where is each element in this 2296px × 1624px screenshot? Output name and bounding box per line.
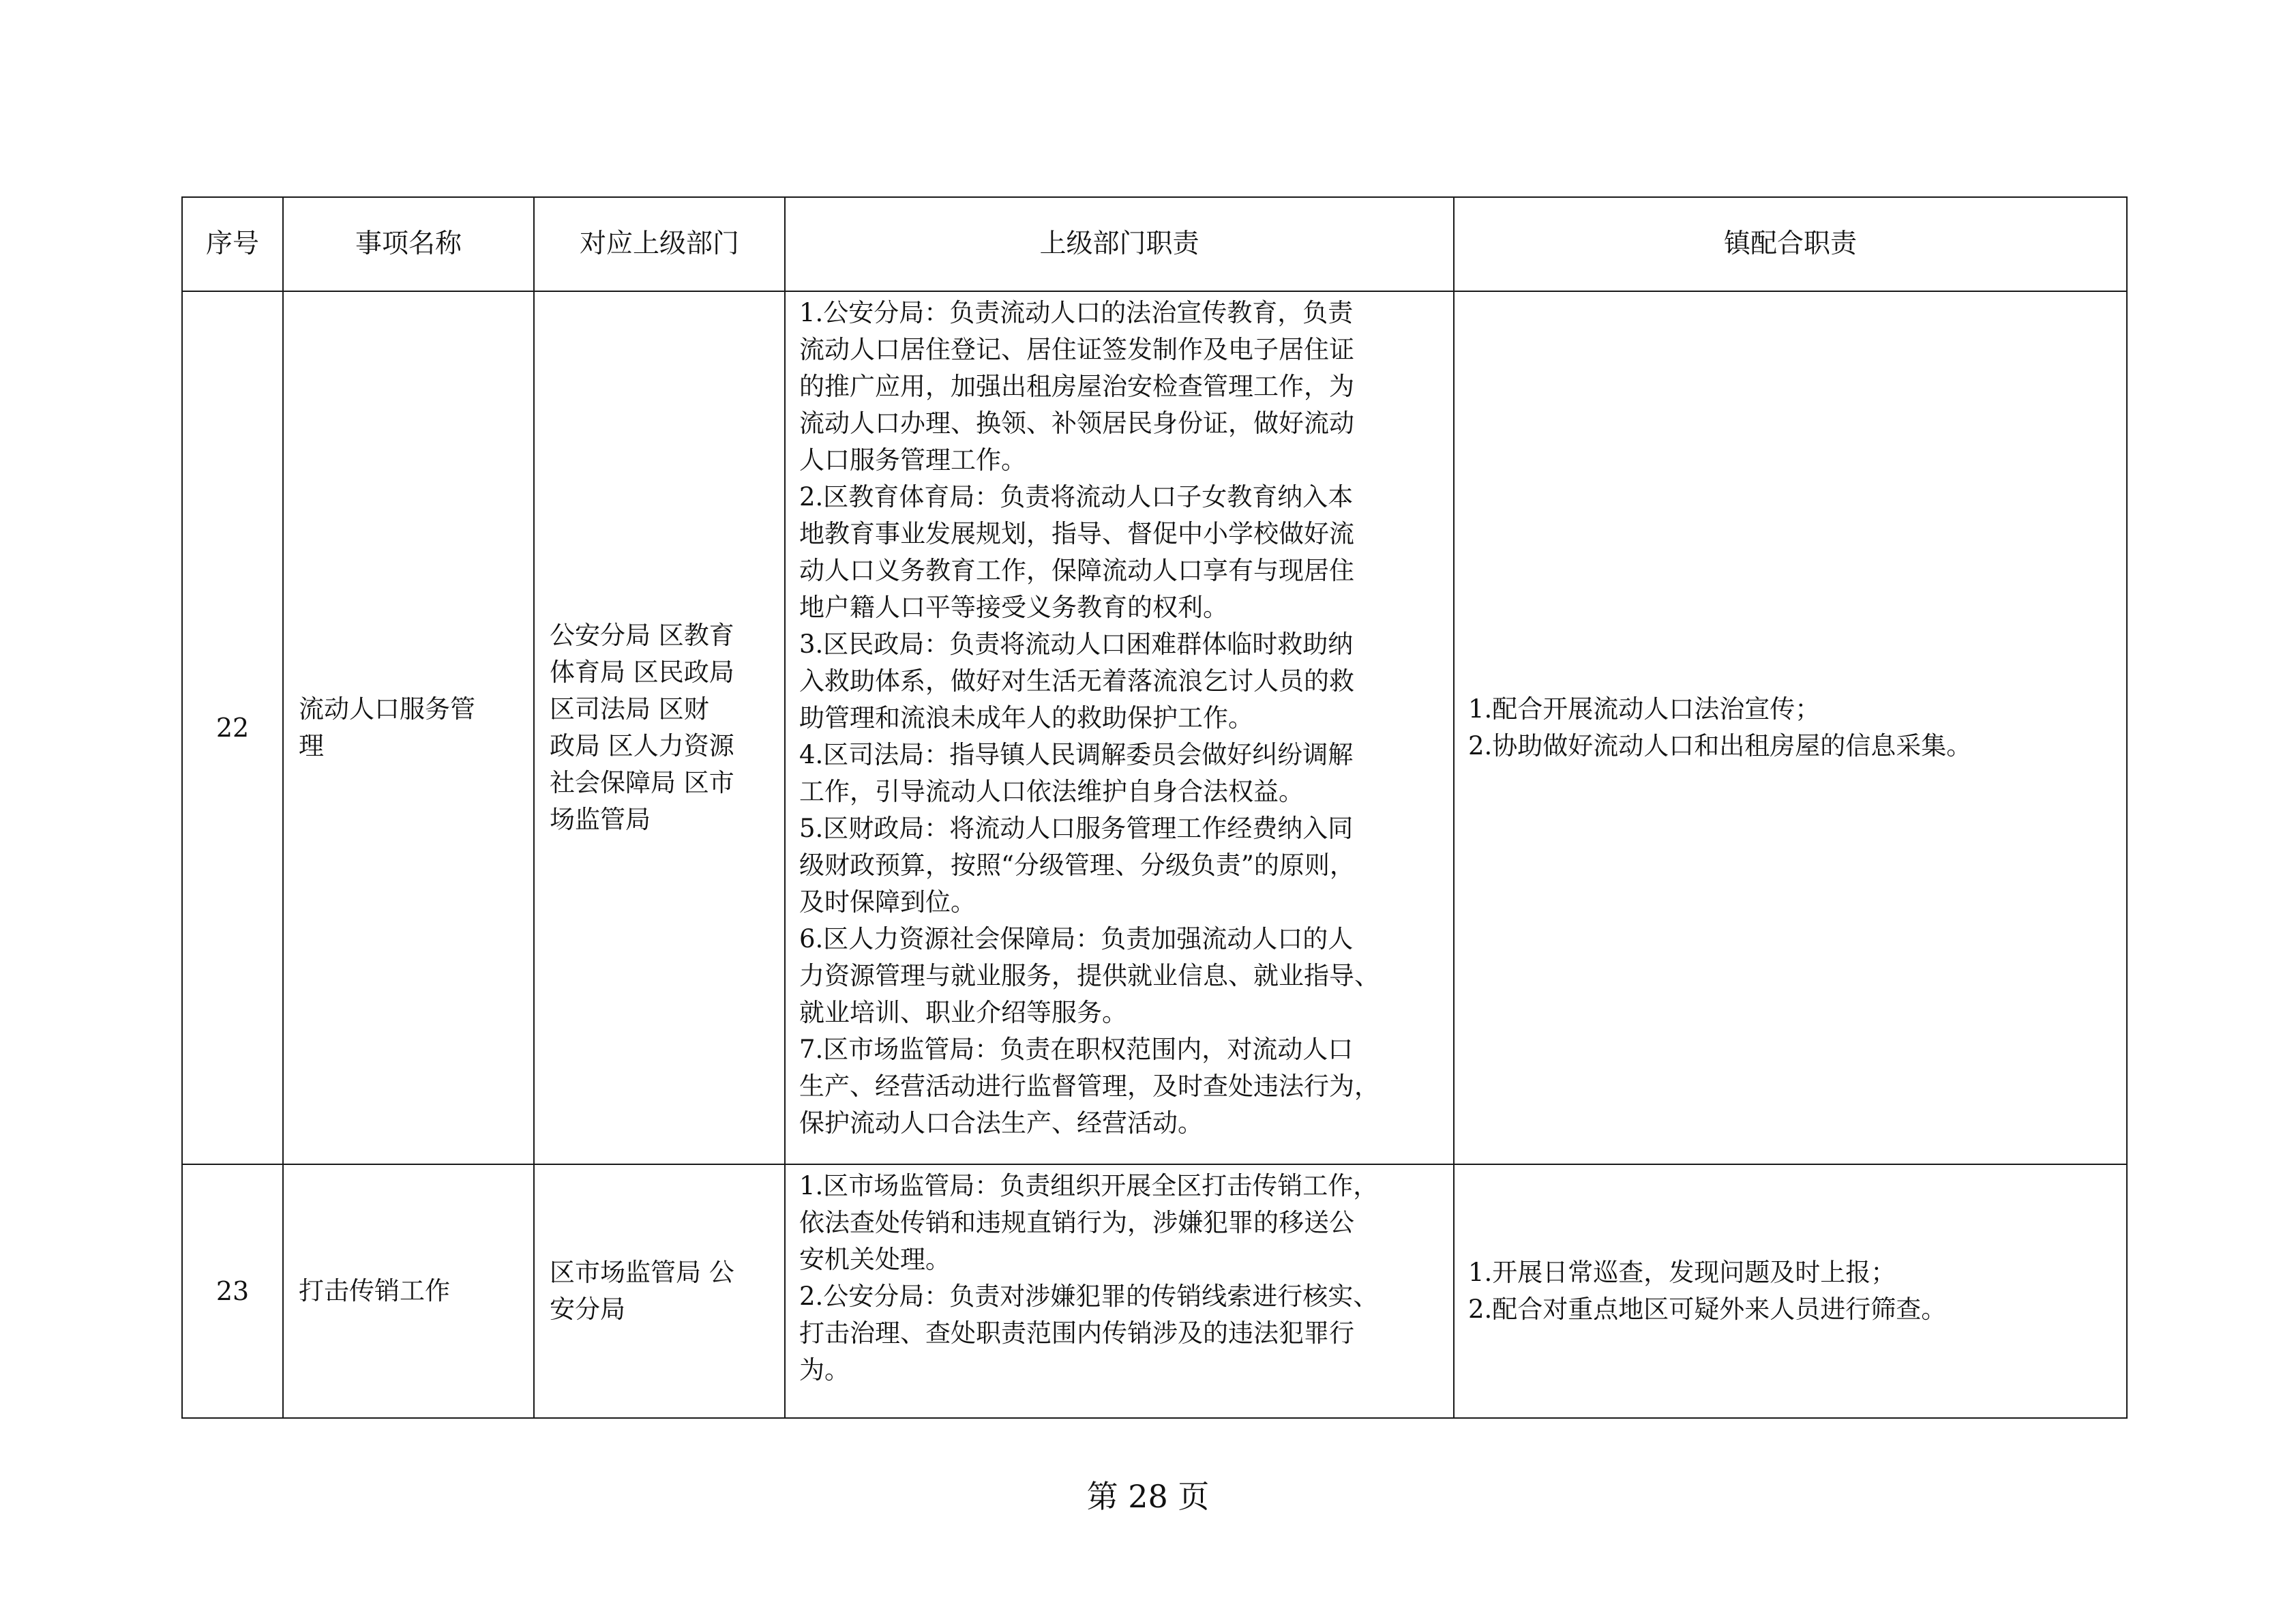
superior-duties-cell xyxy=(785,291,1454,1164)
duty-line: 及时保障到位。 xyxy=(799,887,976,917)
department-line: 社会保障局 区市 xyxy=(550,768,734,797)
duty-line: 的推广应用，加强出租房屋治安检查管理工作，为 xyxy=(799,372,1354,401)
department-line: 区司法局 区财 xyxy=(550,694,709,724)
department-line: 公安分局 区教育 xyxy=(550,621,734,650)
department-line: 区市场监管局 公 xyxy=(550,1258,734,1287)
item-name-cell xyxy=(283,1164,534,1418)
header-superior-duties: 上级部门职责 xyxy=(785,197,1454,291)
duty-line: 地教育事业发展规划，指导、督促中小学校做好流 xyxy=(799,519,1354,548)
department-line: 安分局 xyxy=(550,1295,625,1324)
duty-line: 就业培训、职业介绍等服务。 xyxy=(799,998,1127,1027)
item-name-line: 打击传销工作 xyxy=(299,1276,450,1305)
header-item-name: 事项名称 xyxy=(283,197,534,291)
duty-line: 依法查处传销和违规直销行为，涉嫌犯罪的移送公 xyxy=(799,1208,1354,1237)
duty-line: 为。 xyxy=(799,1355,850,1385)
item-name-cell xyxy=(283,291,534,1164)
duty-line: 5.区财政局：将流动人口服务管理工作经费纳入同 xyxy=(799,814,1354,843)
table-row xyxy=(182,291,2127,1164)
duty-line: 1.区市场监管局：负责组织开展全区打击传销工作， xyxy=(799,1171,1379,1200)
duty-line: 7.区市场监管局：负责在职权范围内，对流动人口 xyxy=(799,1035,1354,1064)
duty-line: 助管理和流浪未成年人的救助保护工作。 xyxy=(799,703,1253,733)
duty-line: 入救助体系，做好对生活无着落流浪乞讨人员的救 xyxy=(799,666,1354,696)
department-line: 政局 区人力资源 xyxy=(550,731,734,761)
duty-line: 人口服务管理工作。 xyxy=(799,445,1026,475)
serial-number-cell: 23 xyxy=(182,1164,283,1418)
department-line: 场监管局 xyxy=(550,805,651,834)
duty-line: 打击治理、查处职责范围内传销涉及的违法犯罪行 xyxy=(799,1318,1354,1348)
duty-line: 安机关处理。 xyxy=(799,1245,951,1274)
duty-line: 动人口义务教育工作，保障流动人口享有与现居住 xyxy=(799,556,1354,585)
town-duties-cell xyxy=(1454,1164,2127,1418)
duty-table xyxy=(181,196,2128,1419)
header-superior-department: 对应上级部门 xyxy=(534,197,785,291)
duty-line: 地户籍人口平等接受义务教育的权利。 xyxy=(799,593,1228,622)
duty-line: 1.公安分局：负责流动人口的法治宣传教育，负责 xyxy=(799,298,1354,327)
duty-line: 2.区教育体育局：负责将流动人口子女教育纳入本 xyxy=(799,482,1354,512)
duty-line: 生产、经营活动进行监督管理，及时查处违法行为， xyxy=(799,1072,1380,1101)
superior-department-cell xyxy=(534,1164,785,1418)
town-duty-line: 1.开展日常巡查，发现问题及时上报； xyxy=(1468,1258,1896,1287)
town-duty-line: 2.协助做好流动人口和出租房屋的信息采集。 xyxy=(1468,731,1972,761)
duty-line: 流动人口居住登记、居住证签发制作及电子居住证 xyxy=(799,335,1354,364)
town-duty-line: 2.配合对重点地区可疑外来人员进行筛查。 xyxy=(1468,1295,1947,1324)
header-serial-number: 序号 xyxy=(182,197,283,291)
header-town-duties: 镇配合职责 xyxy=(1454,197,2127,291)
item-name-line: 流动人口服务管 xyxy=(299,694,475,724)
table-row xyxy=(182,1164,2127,1418)
duty-line: 6.区人力资源社会保障局：负责加强流动人口的人 xyxy=(799,924,1354,954)
superior-department-cell xyxy=(534,291,785,1164)
duty-line: 3.区民政局：负责将流动人口困难群体临时救助纳 xyxy=(799,630,1354,659)
duty-line: 工作，引导流动人口依法维护自身合法权益。 xyxy=(799,777,1304,806)
duty-line: 2.公安分局：负责对涉嫌犯罪的传销线索进行核实、 xyxy=(799,1282,1379,1311)
duty-line: 流动人口办理、换领、补领居民身份证，做好流动 xyxy=(799,409,1354,438)
serial-number-cell: 22 xyxy=(182,291,283,1164)
town-duties-cell xyxy=(1454,291,2127,1164)
page-number: 第 28 页 xyxy=(1086,1478,1210,1515)
table-header-row xyxy=(182,197,2127,291)
duty-line: 保护流动人口合法生产、经营活动。 xyxy=(799,1108,1203,1138)
duty-line: 力资源管理与就业服务，提供就业信息、就业指导、 xyxy=(799,961,1380,990)
item-name-line: 理 xyxy=(299,731,324,761)
department-line: 体育局 区民政局 xyxy=(550,658,734,687)
duty-line: 级财政预算，按照“分级管理、分级负责”的原则， xyxy=(799,851,1355,880)
town-duty-line: 1.配合开展流动人口法治宣传； xyxy=(1468,694,1821,724)
duty-line: 4.区司法局：指导镇人民调解委员会做好纠纷调解 xyxy=(799,740,1354,769)
superior-duties-cell xyxy=(785,1164,1454,1418)
